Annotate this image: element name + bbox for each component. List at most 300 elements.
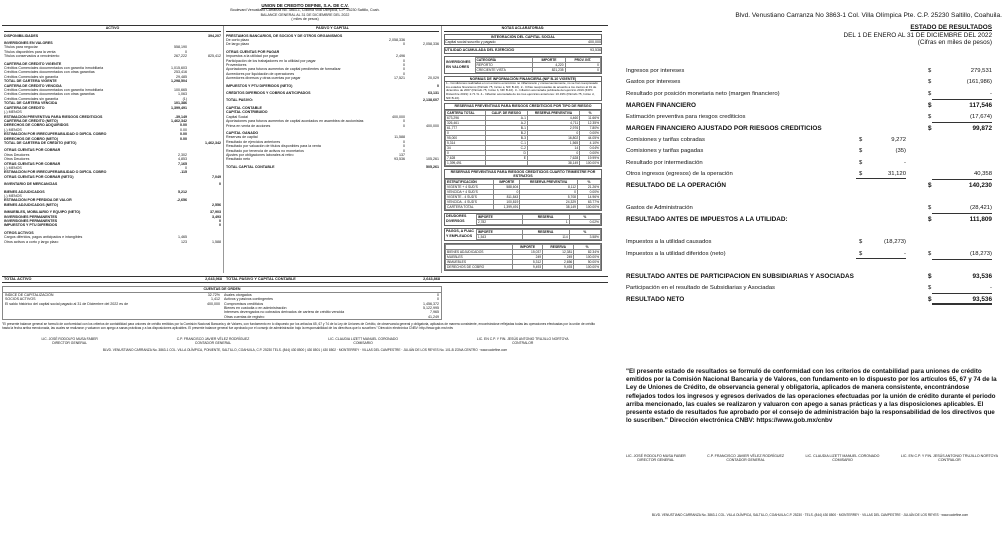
reservas-header-cell: % [580, 110, 601, 115]
er-title: ESTADO DE RESULTADOS [910, 24, 992, 31]
pasivo-label: Resultado neto [226, 157, 251, 162]
capital-value: 400,000 [588, 40, 601, 44]
estratos-cell: 811,843 [494, 195, 520, 200]
activo-label: (-) MENOS [4, 194, 22, 198]
er-amount-1: - [904, 250, 906, 257]
er-label: MARGEN FINANCIERO AJUSTADO POR RIESGOS CREDITICIOS [626, 124, 822, 132]
er-label: Otros ingresos (egresos) de la operación [626, 171, 733, 178]
activo-label: OTRAS CUENTAS POR COBRAR [4, 161, 61, 166]
activo-row [4, 175, 221, 179]
signature-block [901, 454, 998, 462]
pasivo-label: Participación de los trabajadores en la utilidad por pagar [226, 58, 316, 63]
pagos-cell: 114 [522, 235, 569, 240]
bienes-cell: 100.00% [574, 265, 601, 270]
er-label: MARGEN FINANCIERO [626, 101, 696, 109]
er-table [626, 65, 996, 305]
reservas-cell: 0 [446, 130, 486, 135]
activo-value-1: 253,416 [174, 70, 187, 75]
er-underline [932, 259, 992, 260]
bienes-cell: 15,037 [513, 250, 543, 255]
pasivo-row [226, 124, 439, 128]
er-amount-2: (28,421) [970, 205, 992, 212]
orden-label: Compromisos crediticios [224, 301, 264, 306]
activo-label: Otros Deudores [4, 157, 30, 162]
pasivo-value-1: 2,058,336 [389, 38, 405, 42]
estratos-title: RESERVAS PREVENTIVAS PARA RIESGOS CREDITICIOS CUARTO TRIMESTRE POR ESTRATOS [445, 170, 601, 180]
activo-value-1: 1,298,504 [171, 79, 187, 84]
inversiones-cell: 821,235 [533, 67, 565, 72]
signature-role: CONTADOR GENERAL [726, 458, 765, 462]
pagos-cell: 3.58% [569, 235, 600, 240]
reservas-cell: C-2 [485, 145, 527, 150]
activo-label: INVERSIONES PERMANENTES [4, 214, 58, 219]
activo-label: Créditos Comerciales documentados con otras garantías [4, 70, 95, 75]
activo-value-1: 558,190 [174, 45, 187, 50]
inversiones-label: INVERSIONES EN VALORES [446, 60, 471, 69]
activo-label: Títulos para negociar [4, 45, 38, 50]
pasivo-value-1 [371, 91, 405, 95]
er-row [626, 123, 996, 135]
activo-label: TOTAL DE CARTERA VIGENTE [4, 79, 57, 84]
activo-label: CARTERA DE CRÉDITO VIGENTE [4, 61, 62, 66]
reservas-cell: 0.00% [580, 150, 601, 155]
er-row [626, 282, 996, 294]
bienes-cell: BIENES ADJUDICADOS [446, 250, 513, 255]
estratos-cell: 5,708 [520, 195, 578, 200]
activo-value-2: 1,462,342 [205, 140, 221, 145]
activo-label: TOTAL DE CARTERA VENCIDA [4, 101, 58, 106]
pasivo-label: Aportaciones para futuros aumentos de capital pendientes de formalizar [226, 67, 341, 72]
estratos-cell: 0.00% [578, 190, 601, 195]
er-amount-2: (18,273) [970, 250, 992, 257]
activo-value-1: -39,149 [174, 114, 187, 119]
activo-label: OTRAS CUENTAS POR COBRAR [4, 148, 61, 153]
signature-block [626, 454, 686, 462]
signature-role: CONTADOR GENERAL [194, 341, 232, 346]
reservas-table [445, 110, 601, 166]
inversiones-header-cell: IMPORTE [533, 57, 565, 62]
er-currency-2: $ [928, 90, 932, 97]
reservas-cell: 673,296 [446, 115, 486, 120]
reservas-cell: 16,802 [527, 135, 579, 140]
utilidad-label: UTILIDAD ACUMULADA DEL EJERCICIO [445, 48, 515, 53]
pasivo-row [226, 165, 439, 169]
activo-value-1 [153, 34, 187, 38]
activo-label: CARTERA DE CRÉDITO VENCIDA [4, 83, 62, 88]
activo-label: Créditos Comerciales documentados con garantía inmobiliaria [4, 66, 104, 71]
bienes-cell: 12,381 [543, 250, 574, 255]
activo-value-2: 0 [219, 219, 221, 224]
inversiones-note [444, 56, 602, 74]
pagos-row [476, 235, 600, 240]
company-name: UNION DE CREDITO DEFINE, S.A. DE C.V. [261, 3, 349, 8]
orden-label: Otras cuentas de registro [224, 314, 265, 319]
deudores-label: DEUDORES DIVERSOS [446, 214, 467, 223]
er-row [626, 88, 996, 100]
pasivo-label: PRÉSTAMOS BANCARIOS, DE SOCIOS Y DE OTROS ORGANISMOS [226, 33, 343, 38]
activo-label: ESTIMACIÓN POR IRRECUPERABILIDAD O DIFÍCIL COBRO [4, 170, 107, 175]
er-address: Blvd. Venustiano Carranza No 3863-1 Col. Villa Olímpica Pte. C.P. 25230 Saltillo, Coahuila. [735, 12, 1002, 19]
er-amount-2: 111,809 [969, 216, 992, 224]
signature-role: CONTRALOR [512, 341, 534, 346]
cuentas-de-orden [2, 286, 442, 320]
er-label: Impuestos a la utilidad causados [626, 239, 712, 246]
pasivo-value-1 [371, 98, 405, 102]
reservas-header-cell: RESERVA PREVENTIVA [527, 110, 579, 115]
estratos-total-cell: 100.00% [578, 205, 601, 210]
reservas-cell: 5,314 [446, 140, 486, 145]
activo-heading: ACTIVO [4, 26, 221, 31]
orden-label: Bienes en custodia o en administración [224, 306, 287, 311]
signature-name: LIC. JOSÉ RODOLFO MUSA FABER [41, 336, 98, 341]
integracion-capital-note [444, 34, 602, 46]
orden-value: 41,249 [428, 314, 439, 319]
er-underline-1 [856, 258, 906, 259]
activo-label: (-) MENOS [4, 110, 22, 115]
activo-value-1: 1,063 [178, 92, 187, 97]
inversiones-header-cell: CATEGORÍA [475, 57, 533, 62]
reservas-cell: 61,777 [446, 125, 486, 130]
er-row [626, 214, 996, 226]
pasivo-value-1 [371, 84, 405, 88]
pasivo-row [226, 76, 439, 80]
estratos-cell: 21.26% [578, 185, 601, 190]
pasivo-label: Capital Social [226, 114, 248, 119]
er-currency-2: $ [928, 284, 932, 291]
inversiones-cell: 0 [565, 67, 600, 72]
pasivo-row [226, 157, 439, 161]
er-label: Comisiones y tarifas cobradas [626, 136, 705, 143]
er-amount-2: 40,358 [973, 171, 992, 178]
pasivo-value-1 [371, 165, 405, 169]
bienes-cell: MUEBLES [446, 255, 513, 260]
estratos-cell: VIGENTE - 4 SUD'S [446, 195, 494, 200]
activo-row [4, 34, 221, 38]
er-currency-2: $ [928, 101, 932, 109]
pasivo-row [226, 42, 439, 46]
signature-block [806, 454, 880, 462]
activo-value-1: 4,853 [178, 157, 187, 162]
er-units: (Cifras en miles de pesos) [917, 39, 992, 47]
orden-title: CUENTAS DE ORDEN [3, 287, 441, 292]
er-amount-2: 93,536 [972, 295, 992, 303]
bienes-cell: 249 [513, 255, 543, 260]
pagos-cell: 1,543 [476, 235, 522, 240]
activo-value-1: 29,485 [176, 74, 187, 79]
activo-value-1 [153, 175, 187, 179]
er-amount-2: 99,872 [972, 124, 992, 132]
activo-label: TOTAL DE CARTERA DE CRÉDITO (NETO) [4, 140, 77, 145]
activo-value-1: 0 [185, 49, 187, 54]
activo-label: Créditos Comerciales documentados con garantía inmobiliaria [4, 88, 104, 93]
reservas-cell: 4,711 [527, 120, 579, 125]
bienes-cell: 249 [543, 255, 574, 260]
capital-label: Capital social suscrito y pagado [445, 40, 496, 44]
deudores-header-cell: RESERVA [522, 215, 569, 220]
pasivo-label: Impuestos a la utilidad por pagar [226, 54, 279, 59]
er-amount-2: 117,546 [969, 101, 992, 109]
er-label: Estimación preventiva para riesgos crediticios [626, 113, 746, 120]
er-label: RESULTADO NETO [626, 295, 685, 303]
er-currency-2: $ [928, 205, 932, 212]
pasivo-value-1: 11,588 [394, 135, 405, 140]
activo-label: (-) MENOS [4, 127, 22, 132]
er-label: RESULTADO DE LA OPERACIÓN [626, 182, 727, 190]
bienes-cell: 100.00% [574, 255, 601, 260]
signature-name: LIC. CLAUDIA LIZETT MANUEL CORONADO [328, 336, 398, 341]
activo-value-2: 3,493 [212, 214, 221, 219]
reservas-cell: 1,565 [527, 140, 579, 145]
activo-row [4, 203, 221, 207]
total-activo-value: 2,643,968 [205, 277, 222, 282]
reservas-cell: E [485, 155, 527, 160]
er-label: Participación en el resultado de Subsidiarias y Asociadas [626, 284, 775, 291]
activo-label: INVERSIONES PERMANENTES [4, 219, 58, 224]
er-label: Impuestos a la utilidad diferidos (neto) [626, 250, 726, 257]
activo-value-2: 0 [219, 182, 221, 187]
reservas-cell: 95,000 [446, 135, 486, 140]
orden-label: El saldo histórico del capital social pagado al 31 de Diciembre del 2022 es de [5, 301, 129, 306]
activo-list [4, 34, 221, 244]
bienes-cell: 9,493 [513, 265, 543, 270]
reservas-cell: 11.66% [580, 115, 601, 120]
estratos-header-cell: RESERVA PREVENTIVA [520, 180, 578, 185]
reservas-total-cell [485, 160, 527, 165]
orden-value: 400,000 [207, 301, 220, 306]
activo-value-2: 825,412 [208, 54, 221, 59]
bienes-note [444, 243, 602, 271]
pasivo-value-1: 2,496 [396, 54, 405, 59]
inversiones-cell: 4,220 [533, 62, 565, 67]
total-pasivo-label: TOTAL PASIVO Y CAPITAL CONTABLE [226, 277, 296, 282]
pasivo-value-2: 0 [437, 83, 439, 88]
pasivo-label: Resultado por tenencia de activos no monetarios [226, 148, 304, 153]
signature-name: LIC. EN C.P. Y FIN. JESÚS ANTONIO TRUJILLO NORTOYA [900, 454, 998, 458]
activo-value-1: 1,015,603 [171, 66, 187, 71]
reservas-cell: 7,628 [527, 155, 579, 160]
activo-label: Cargos diferidos, pagos anticipados e intangibles [4, 235, 83, 240]
er-header [612, 24, 992, 47]
deudores-row [476, 220, 600, 225]
er-footer: BLVD. VENUSTIANO CARRANZA No. 3863-1 COL. VILLA OLÍMPICA, SALTILLO, COAHUILA C.P. 25230 · TELS. (844) 430 8500 · MONTERREY · VILLAS DEL CAMPESTRE · JULIÁN DE LOS REYES · www.ucdefine.com [651, 513, 969, 517]
activo-value-2: 394,207 [208, 33, 221, 38]
orden-value: 0 [437, 292, 439, 297]
activo-value-1: 7,165 [178, 161, 187, 166]
balance-legal-text: "El presente balance general se formuló de conformidad con los criterios de contabilidad para uniones de crédito emitidos por la Comisión Nacional Bancaria y de Valores, con fundamento en lo dispuesto por los artículos 65, 67 y 74 de la Ley de Uniones de Crédito, de observancia general y obligatoria, aplicados de manera consistente, encontrándose reflejadas todas las operaciones efectuadas por la unión de crédito hasta la fecha arriba mencionada, las cuales se realizaron y valuaron con apego a sanas prácticas y a las disposiciones aplicables. El presente balance general fue aprobado por el consejo de administración bajo la responsabilidad de los directivos que lo suscriben." Dirección electrónica CNBV: http://www.gob.mx/cnbv [2, 322, 596, 331]
activo-label: DISPONIBILIDADES [4, 33, 39, 38]
er-amount-2: (161,986) [966, 79, 992, 86]
estratos-cell: 63.77% [578, 200, 601, 205]
pasivo-label: CRÉDITOS DIFERIDOS Y COBROS ANTICIPADOS [226, 91, 311, 96]
signature-block [477, 337, 569, 346]
er-label: Gastos de Administración [626, 205, 693, 212]
er-amount-2: - [990, 90, 992, 97]
signature-name: LIC. JOSÉ RODOLFO MUSA FABER [626, 454, 686, 458]
reservas-cell: 14 [527, 145, 579, 150]
er-amount-2: 93,536 [972, 272, 992, 280]
activo-value-1: 5,212 [178, 189, 187, 194]
balance-footer: BLVD. VENUSTIANO CARRANZA No. 3863-1 COL. VILLA OLÍMPICA, PONIENTE, SALTILLO, COAHUILA, C.P. 25230 TELS. (844) 430 8500 | 430 8501 | 430 8502 · MONTERREY · VILLAS DEL CAMPESTRE · JULIÁN DE LOS REYES No. 101-B ZONA CENTRO · www.ucdefine.com [102, 347, 508, 352]
pasivo-label: Ajustes por obligaciones laborales al retiro [226, 152, 294, 157]
bienes-table [445, 244, 601, 270]
er-row [626, 180, 996, 192]
er-label: RESULTADO ANTES DE IMPUESTOS A LA UTILIDAD: [626, 216, 788, 224]
er-spacer [626, 260, 996, 271]
pasivo-value-1: 93,536 [394, 157, 405, 162]
utilidad-value: 93,536 [590, 48, 601, 53]
pasivo-value-1: 0 [403, 119, 405, 124]
activo-value-1: 2,302 [178, 152, 187, 157]
reservas-cell: 0.04% [580, 145, 601, 150]
orden-row [5, 302, 220, 306]
reservas-cell: 0 [446, 150, 486, 155]
er-row [626, 77, 996, 89]
er-amount-2: 279,531 [970, 67, 992, 74]
reservas-cell: 4.10% [580, 140, 601, 145]
estratos-cell: 0 [520, 190, 578, 195]
activo-value-2: 2,556 [212, 202, 221, 207]
orden-value: 1,412 [211, 297, 220, 302]
pasivo-label: IMPUESTOS Y PTU DIFERIDOS (NETO) [226, 83, 293, 88]
pasivo-label: CAPITAL CONTRIBUIDO [226, 110, 268, 115]
activo-value-1: -115 [180, 170, 187, 175]
pasivo-value-2: 63,131 [428, 91, 439, 96]
orden-label: Activos y pasivos contingentes [224, 297, 273, 302]
activo-value-1: 0.00 [180, 127, 187, 132]
er-currency-2: $ [928, 67, 932, 74]
estratos-header-cell: ESTRATIFICACIÓN [446, 180, 494, 185]
er-row [626, 248, 996, 260]
signature-block [177, 337, 250, 346]
pasivo-label: Proveedores [226, 63, 247, 68]
er-row [626, 100, 996, 112]
er-currency-2: $ [928, 216, 932, 224]
pasivo-value-1: 0 [403, 148, 405, 153]
er-currency-2: $ [928, 295, 932, 303]
orden-value: 1,456,372 [423, 301, 439, 306]
signature-name: LIC. EN C.P. Y FIN. JESÚS ANTONIO TRUJILLO NORTOYA [476, 336, 569, 341]
signature-role: CONTRALOR [938, 458, 961, 462]
activo-label: DERECHOS DE COBRO ADQUIRIDOS [4, 123, 69, 128]
activo-label: CARTERA DE CRÉDITO [4, 105, 45, 110]
er-row [626, 111, 996, 123]
activo-value-2: 0 [219, 223, 221, 228]
reservas-cell: 326,461 [446, 120, 486, 125]
signature-role: DIRECTOR GENERAL [52, 341, 88, 346]
pasivo-value-1: 0 [403, 123, 405, 128]
pasivo-value-2: 2,058,336 [423, 42, 439, 47]
pasivo-label: OTRAS CUENTAS POR PAGAR [226, 49, 280, 54]
activo-row [4, 54, 221, 58]
deudores-header-cell: IMPORTE [476, 215, 522, 220]
inversiones-cell: 0 [565, 62, 600, 67]
activo-label: BIENES ADJUDICADOS [4, 189, 45, 194]
er-spacer [626, 192, 996, 203]
reservas-cell: 0.00% [580, 130, 601, 135]
activo-value-1: 1,399,491 [171, 105, 187, 110]
signature-block [41, 337, 97, 346]
pagos-header-cell: RESERVA [522, 230, 569, 235]
balance-signatures [2, 337, 608, 346]
orden-row [224, 315, 439, 319]
activo-value-1 [153, 223, 187, 227]
pasivo-value-2: 2,138,607 [423, 98, 439, 103]
er-currency-2: $ [928, 113, 932, 120]
bienes-header-cell: RESERVA [543, 245, 574, 250]
activo-label: OTROS ACTIVOS [4, 230, 34, 235]
deudores-header-cell: % [569, 215, 600, 220]
balance-title: BALANCE GENERAL AL 31 DE DICIEMBRE DEL 2022 [260, 12, 350, 17]
signature-name: C.P. FRANCISCO JAVIER VÉLEZ RODRÍGUEZ [707, 454, 785, 458]
orden-label: Intereses devengados no cobrados derivados de cartera de crédito vencida [224, 310, 345, 315]
er-amount-1: 31,120 [887, 171, 906, 178]
pasivo-label: De corto plazo [226, 38, 250, 42]
pasivo-value-1: 0 [403, 67, 405, 72]
normas-text: 1.- Condiciones realizadas en un entorno económico no inflacionario y consecuentemente, no se han reexpresado los estados financieros (Párrafo 75, Inciso a, NIF B-10). 2.- Cifras reexpresadas de acuerdo a los cierres al 31 de diciembre de 2007 (Párrafo 75, Inciso b, NIF B-10). 3.- Inflación acumulada publicada del ejercicio 2019 (INPC Diciembre 2019): 2.71 %. 4.- Inflación acumulada de los tres ejercicios anteriores: 10.19% (Párrafo 75, Inciso d, NIF B-10). [446, 81, 598, 100]
total-activo-label: TOTAL ACTIVO [4, 277, 32, 282]
er-legal-text: "El presente estado de resultados se formuló de conformidad con los criterios de contabilidad para uniones de crédito emitidos por la Comisión Nacional Bancaria y de Valores, con fundamento en lo dispuesto por los artículos 65, 67 y 74 de la Ley de Uniones de Crédito, de observancia general y obligatoria, aplicados de manera consistente, encontrándose reflejados todos los ingresos y egresos derivados de las operaciones efectuadas por la unión de crédito durante el periodo arriba mencionado, las cuales se realizaron y valuaron con apego a sanas prácticas y a las disposiciones aplicables. El presente estado de resultados fue aprobado por el consejo de administración bajo la responsabilidad de los directivos que lo suscriben." Dirección electrónica CNBV: https://www.gob.mx/cnbv [626, 368, 997, 425]
estratos-cell: VENCIDA - 4 SUD'S [446, 200, 494, 205]
reservas-cell: C-1 [485, 140, 527, 145]
reservas-title: RESERVAS PREVENTIVAS PARA RIESGOS CREDITICIOS POR TIPO DE RIESGO [445, 104, 601, 109]
er-amount-2: 140,230 [968, 182, 992, 190]
reservas-header-cell: CALIF. DE RIESGO [485, 110, 527, 115]
reservas-cell: 7.80% [580, 125, 601, 130]
balance-columns [2, 25, 608, 273]
pasivo-label: Resultado de ejercicios anteriores [226, 139, 281, 144]
activo-column [2, 26, 224, 273]
bienes-cell: 9,493 [543, 265, 574, 270]
estratos-total-cell: 38,149 [520, 205, 578, 210]
estratos-cell: 14.96% [578, 195, 601, 200]
pasivo-label: CAPITAL CONTABLE [226, 105, 262, 110]
activo-value-1: 0.00 [180, 123, 187, 128]
er-currency-1: $ [859, 148, 863, 155]
activo-value-1: 101,386 [174, 101, 187, 106]
reservas-total-cell: 38,149 [527, 160, 579, 165]
er-currency-2: $ [928, 79, 932, 86]
er-row [626, 271, 996, 283]
er-amount-1: 9,272 [891, 136, 906, 143]
reservas-note [444, 103, 602, 166]
activo-label: OTRAS CUENTAS POR COBRAR (NETO) [4, 174, 74, 179]
pagos-note [444, 228, 602, 241]
er-underline-1 [856, 178, 906, 179]
activo-value-1: 123 [181, 239, 187, 244]
er-row [626, 146, 996, 158]
pasivo-label: Reservas de capital [226, 135, 258, 140]
signature-role: COMISARIO [353, 341, 373, 346]
signature-block [707, 454, 784, 462]
reservas-cell: 2,976 [527, 125, 579, 130]
pasivo-label: Acreedores diversos y otras cuentas por pagar [226, 76, 301, 81]
pasivo-label: Prima en venta de acciones [226, 123, 271, 128]
pasivo-row [226, 98, 439, 102]
reservas-cell: B-2 [485, 130, 527, 135]
activo-label: DERECHOS DE COBRO (NETO) [4, 136, 59, 141]
activo-value-1: -2,656 [176, 198, 187, 203]
er-amount-1: - [904, 159, 906, 166]
pasivo-heading: PASIVO Y CAPITAL [226, 26, 439, 31]
pasivo-label: Aportaciones para futuros aumentos de capital acordados en asamblea de accionistas [226, 119, 364, 124]
estratos-total-row [446, 205, 601, 210]
pasivo-value-1: 0 [403, 63, 405, 68]
estratos-header-cell: IMPORTE [494, 180, 520, 185]
er-currency-2: $ [928, 124, 932, 132]
pasivo-value-1: 400,000 [392, 114, 405, 119]
pagos-label: PAGOS, A FUAC Y EMPLEADOS [446, 229, 475, 238]
reservas-cell: A-2 [485, 120, 527, 125]
